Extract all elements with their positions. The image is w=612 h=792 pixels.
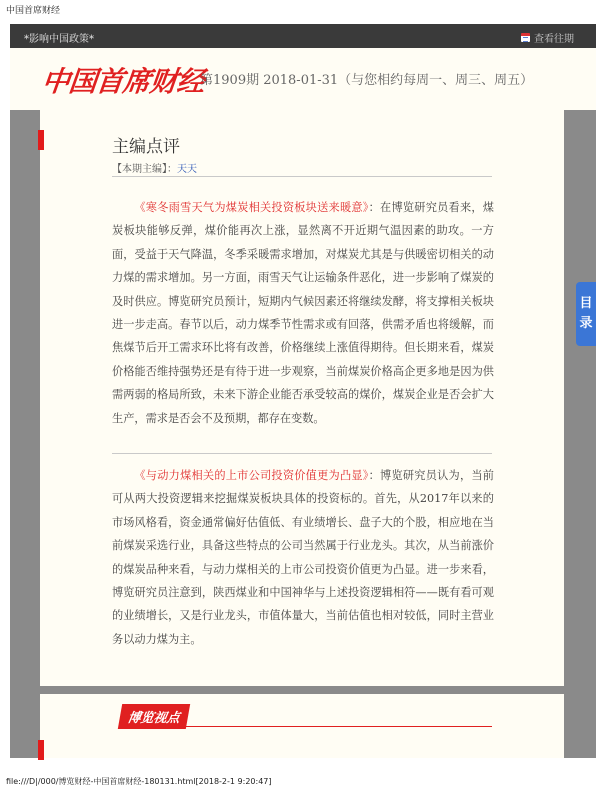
top-bar xyxy=(10,24,596,48)
print-footer: file:///D|/000/博览财经-中国首席财经-180131.html[2018-2-1 9:20:47] xyxy=(6,777,272,786)
article-body xyxy=(112,196,494,430)
article-body-2 xyxy=(112,464,494,651)
paragraph-1 xyxy=(112,196,494,430)
toc-label-1: 目 xyxy=(579,296,593,311)
section-underline xyxy=(120,726,492,727)
calendar-icon xyxy=(521,33,530,42)
newsletter-frame xyxy=(10,24,596,758)
paragraph-divider xyxy=(112,453,492,454)
viewpoint-card xyxy=(40,694,564,758)
section-badge: 博览视点 xyxy=(118,704,190,729)
headline-link-2[interactable]: 《与动力煤相关的上市公司投资价值更为凸显》 xyxy=(134,469,369,482)
toc-label-2: 录 xyxy=(579,316,593,331)
editor-line xyxy=(112,160,197,175)
section-marker xyxy=(38,740,44,760)
slogan: *影响中国政策* xyxy=(24,34,94,45)
editor-name[interactable]: 天天 xyxy=(177,164,197,175)
masthead xyxy=(10,48,596,110)
title-divider xyxy=(112,176,492,177)
brand-logo[interactable]: 中国首席财经 xyxy=(40,65,206,98)
editor-label: 【本期主编】： xyxy=(112,164,177,175)
print-header: 中国首席财经 xyxy=(6,6,61,16)
issue-info: 第1909期 2018-01-31（与您相约每周一、周三、周五） xyxy=(200,73,534,88)
archive-link[interactable] xyxy=(521,30,574,45)
headline-link-1[interactable]: 《寒冬雨雪天气为煤炭相关投资板块送来暖意》 xyxy=(134,201,369,214)
paragraph-1-text: ：在博览研究员看来，煤炭板块能够反弹，煤价能再次上涨，显然离不开近期气温因素的助攻。一方面，受益于天气降温，冬季采暖需求增加，对煤炭尤其是与供暖密切相关的动力煤的需求增加。另一方面，雨雪天气让运输条件恶化，进一步影响了煤炭的及时供应。博览研究员预计，短期内气候因素还将继续发酵，将支撑相关板块进一步走高。春节以后，动力煤季节性需求或有回落，供需矛盾也将缓解，而焦煤节后开工需求环比将有改善，价格继续上涨值得期待。但长期来看，煤炭价格能否维持强势还是有待于进一步观察，当前煤炭价格高企更多地是因为供需两弱的格局所致，未来下游企业能否承受较高的煤价，煤炭企业是否会扩大生产，需求是否会不及预期，都存在变数。 xyxy=(112,201,494,425)
paragraph-2-text: ：博览研究员认为，当前可从两大投资逻辑来挖掘煤炭板块具体的投资标的。首先，从2017年以来的市场风格看，资金通常偏好估值低、有业绩增长、盘子大的个股，相应地在当前煤炭采选行业，具备这些特点的公司当然属于行业龙头。其次，从当前涨价的煤炭品种来看，与动力煤相关的上市公司投资价值更为凸显。进一步来看，博览研究员注意到，陕西煤业和中国神华与上述投资逻辑相符——既有看可观的业绩增长，又是行业龙头，市值体量大，当前估值也相对较低，同时主营业务以动力煤为主。 xyxy=(112,469,494,646)
section-marker xyxy=(38,130,44,150)
paragraph-2 xyxy=(112,464,494,651)
section-title: 主编点评 xyxy=(112,137,180,157)
toc-button[interactable] xyxy=(576,282,596,346)
editor-comment-card xyxy=(40,110,564,686)
archive-label: 查看往期 xyxy=(534,34,574,45)
